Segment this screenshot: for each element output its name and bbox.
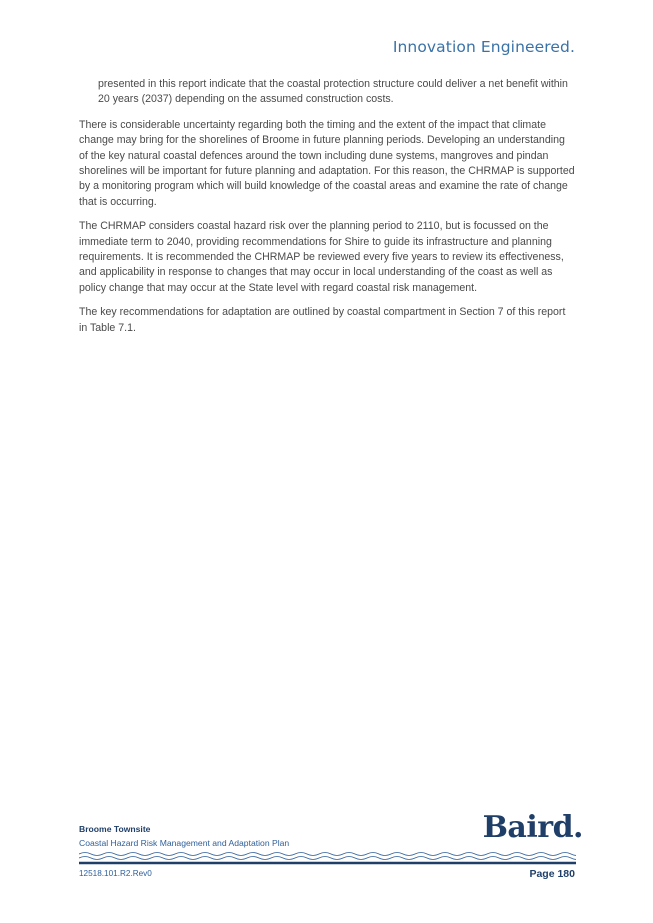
page-number: Page 180 — [529, 868, 575, 880]
paragraph-uncertainty: There is considerable uncertainty regarding both the timing and the extent of the impact that climate change may bring for the shorelines of Broome in future planning periods. Developing an understanding of the key natural coastal defences around the town including dune systems, mangroves and pindan shorelines will be important for future planning and adaptation. For this reason, the CHRMAP is supported by a monitoring program which will build knowledge of the coastal areas and examine the rate of change that is occurring. — [79, 118, 575, 208]
wave-divider — [79, 851, 576, 865]
wave-line-top — [79, 853, 576, 856]
header-tagline: Innovation Engineered. — [392, 38, 575, 56]
body-content — [79, 77, 575, 345]
footer-subtitle: Coastal Hazard Risk Management and Adaptation Plan — [79, 838, 290, 848]
paragraph-planning-period: The CHRMAP considers coastal hazard risk over the planning period to 2110, but is focussed on the immediate term to 2040, providing recommendations for Shire to guide its infrastructure and planning requirements. It is recommended the CHRMAP be reviewed every five years to review its effectiveness, and applicability in response to changes that may occur in local understanding of the coast as well as policy change that may occur at the State level with regard coastal risk management. — [79, 220, 564, 294]
document-number: 12518.101.R2.Rev0 — [79, 869, 152, 878]
footer-title: Broome Townsite — [79, 824, 151, 834]
paragraph-continued: presented in this report indicate that the coastal protection structure could deliver a net benefit within 20 years (2037) depending on the assumed construction costs. — [98, 78, 568, 106]
paragraph-key-recommendations: The key recommendations for adaptation are outlined by coastal compartment in Section 7 of this report in Table 7.1. — [79, 306, 566, 334]
baird-logo: Baird. — [482, 810, 583, 845]
wave-line-middle — [79, 857, 576, 860]
